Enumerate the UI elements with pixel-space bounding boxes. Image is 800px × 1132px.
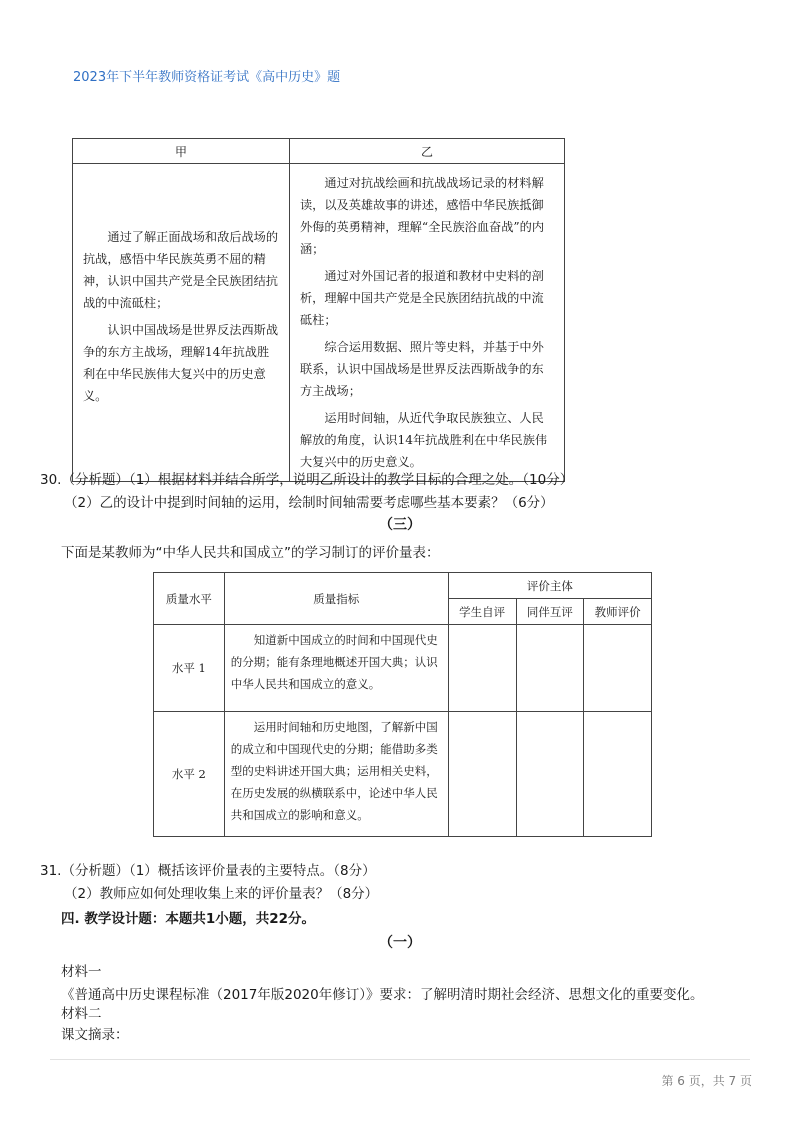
question-30-part2: （2）乙的设计中提到时间轴的运用，绘制时间轴需要考虑哪些基本要素？（6分）	[64, 495, 554, 511]
rubric-cell-peer-2	[516, 712, 584, 837]
footer-divider	[50, 1059, 750, 1060]
table1-cell-jia	[73, 164, 290, 482]
rubric-header-self: 学生自评	[448, 599, 516, 625]
jia-paragraph: 通过了解正面战场和敌后战场的抗战，感悟中华民族英勇不屈的精神，认识中国共产党是全民族团结抗战的中流砥柱；	[83, 230, 279, 310]
rubric-cell-self-2	[448, 712, 516, 837]
indicator-text: 知道新中国成立的时间和中国现代史的分期；能有条理地概述开国大典；认识中华人民共和国成立的意义。	[230, 633, 438, 691]
question-31-part2: （2）教师应如何处理收集上来的评价量表？（8分）	[64, 886, 379, 902]
rubric-cell-teacher-2	[584, 712, 652, 837]
page-header-title: 2023年下半年教师资格证考试《高中历史》题	[73, 70, 341, 85]
rubric-indicator-1	[224, 625, 448, 712]
yi-paragraph: 运用时间轴，从近代争取民族独立、人民解放的角度，认识14年抗战胜利在中华民族伟大复兴中的历史意义。	[300, 411, 548, 469]
table1-header-yi: 乙	[290, 139, 565, 164]
rubric-header-indicator: 质量指标	[224, 573, 448, 625]
rubric-level-1: 水平 1	[154, 625, 225, 712]
excerpt-label: 课文摘录：	[61, 1027, 129, 1043]
rubric-indicator-2	[224, 712, 448, 837]
material-1-label: 材料一	[61, 964, 102, 980]
rubric-header-peer: 同伴互评	[516, 599, 584, 625]
yi-paragraph: 通过对外国记者的报道和教材中史料的剖析，理解中国共产党是全民族团结抗战的中流砥柱；	[300, 269, 544, 327]
evaluation-rubric-table	[153, 572, 652, 837]
rubric-header-subject: 评价主体	[448, 573, 651, 599]
yi-paragraph: 通过对抗战绘画和抗战战场记录的材料解读，以及英雄故事的讲述，感悟中华民族抵御外侮的英勇精神，理解“全民族浴血奋战”的内涵；	[300, 176, 545, 256]
material-2-label: 材料二	[61, 1006, 102, 1022]
question-31-part1: 31.（分析题）（1）概括该评价量表的主要特点。（8分）	[40, 863, 376, 879]
rubric-cell-teacher-1	[584, 625, 652, 712]
table1-header-jia: 甲	[73, 139, 290, 164]
objectives-comparison-table	[72, 138, 565, 482]
table1-cell-yi	[290, 164, 565, 482]
indicator-text: 运用时间轴和历史地图，了解新中国的成立和中国现代史的分期；能借助多类型的史料讲述开国大典；运用相关史料，在历史发展的纵横联系中，论述中华人民共和国成立的影响和意义。	[230, 720, 438, 822]
rubric-header-level: 质量水平	[154, 573, 225, 625]
section-1-title: （一）	[379, 935, 421, 951]
jia-paragraph: 认识中国战场是世界反法西斯战争的东方主战场，理解14年抗战胜利在中华民族伟大复兴中的历史意义。	[83, 323, 279, 403]
question-30-part1: 30.（分析题）（1）根据材料并结合所学，说明乙所设计的教学目标的合理之处。（10分）	[40, 472, 574, 488]
rubric-intro: 下面是某教师为“中华人民共和国成立”的学习制订的评价量表：	[61, 545, 440, 561]
rubric-header-teacher: 教师评价	[584, 599, 652, 625]
material-1-text: 《普通高中历史课程标准（2017年版2020年修订）》要求：了解明清时期社会经济、思想文化的重要变化。	[61, 987, 704, 1003]
rubric-cell-self-1	[448, 625, 516, 712]
part-4-heading: 四. 教学设计题：本题共1小题，共22分。	[61, 911, 316, 927]
section-3-title: （三）	[379, 517, 421, 533]
rubric-level-2: 水平 2	[154, 712, 225, 837]
yi-paragraph: 综合运用数据、照片等史料，并基于中外联系，认识中国战场是世界反法西斯战争的东方主战场；	[300, 340, 544, 398]
rubric-cell-peer-1	[516, 625, 584, 712]
page-number: 第 6 页，共 7 页	[661, 1074, 752, 1088]
